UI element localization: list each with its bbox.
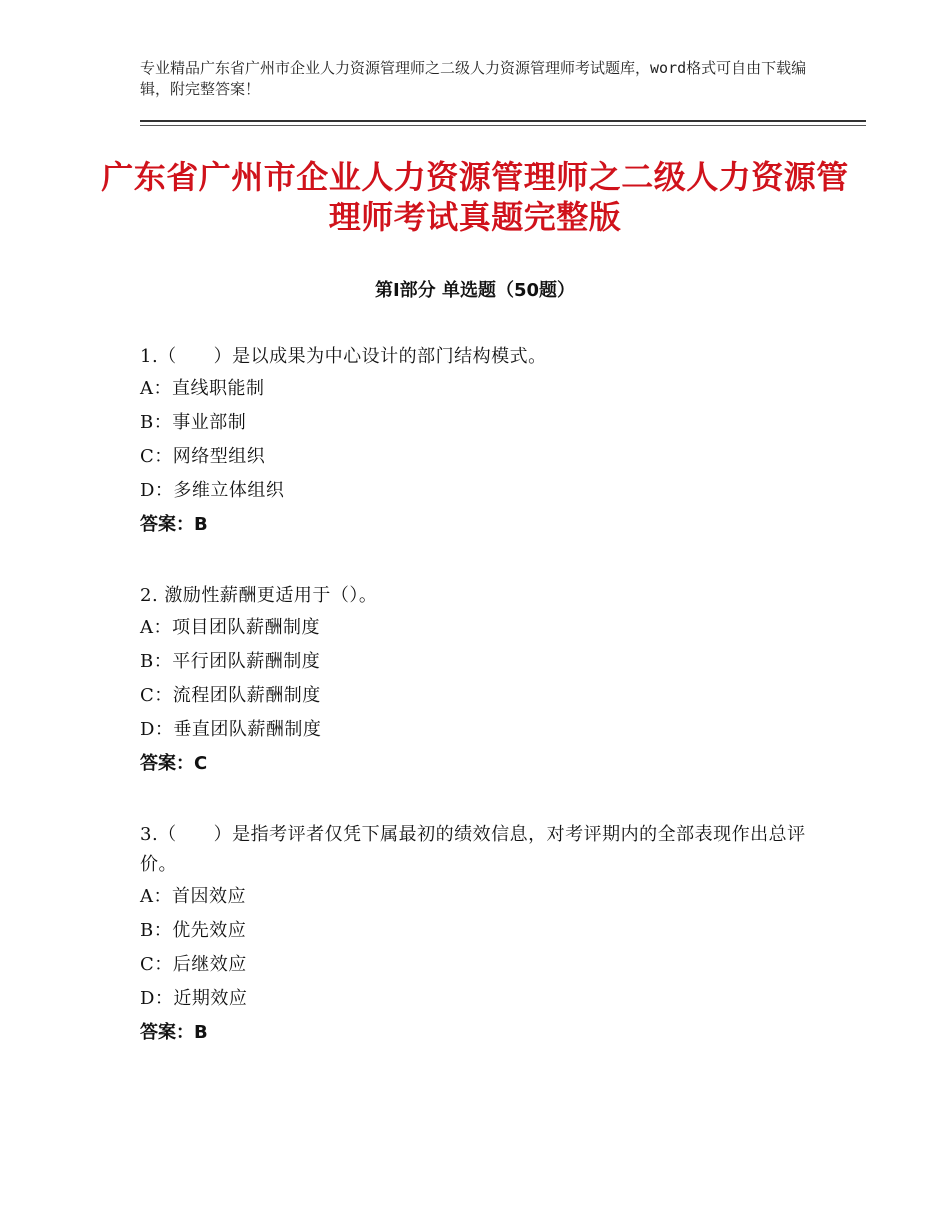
question-3 xyxy=(140,820,820,1050)
question-2 xyxy=(140,581,820,781)
option-b: B：平行团队薪酬制度 xyxy=(140,651,321,672)
header-rule-thin xyxy=(140,125,866,126)
option-d: D：垂直团队薪酬制度 xyxy=(140,719,322,740)
option-b: B：优先效应 xyxy=(140,920,247,941)
header-rule-thick xyxy=(140,120,866,122)
option-d: D：多维立体组织 xyxy=(140,480,285,501)
answer: 答案：B xyxy=(140,514,208,535)
option-a: A：首因效应 xyxy=(140,886,246,907)
option-c: C：网络型组织 xyxy=(140,446,266,467)
option-c: C：后继效应 xyxy=(140,954,247,975)
question-1 xyxy=(140,342,820,542)
question-stem: 2. 激励性薪酬更适用于（）。 xyxy=(140,585,378,606)
question-stem: 3.（ ）是指考评者仅凭下属最初的绩效信息，对考评期内的全部表现作出总评价。 xyxy=(140,824,806,875)
header-note: 专业精品广东省广州市企业人力资源管理师之二级人力资源管理师考试题库，word格式可自由下载编辑，附完整答案！ xyxy=(140,59,807,98)
option-a: A：直线职能制 xyxy=(140,378,265,399)
option-a: A：项目团队薪酬制度 xyxy=(140,617,320,638)
section-title: 第Ⅰ部分 单选题（50题） xyxy=(374,280,575,301)
question-stem: 1.（ ）是以成果为中心设计的部门结构模式。 xyxy=(140,346,547,367)
option-c: C：流程团队薪酬制度 xyxy=(140,685,321,706)
option-d: D：近期效应 xyxy=(140,988,248,1009)
option-b: B：事业部制 xyxy=(140,412,247,433)
answer: 答案：B xyxy=(140,1022,208,1043)
answer: 答案：C xyxy=(140,753,208,774)
document-title: 广东省广州市企业人力资源管理师之二级人力资源管理师考试真题完整版 xyxy=(101,158,849,236)
